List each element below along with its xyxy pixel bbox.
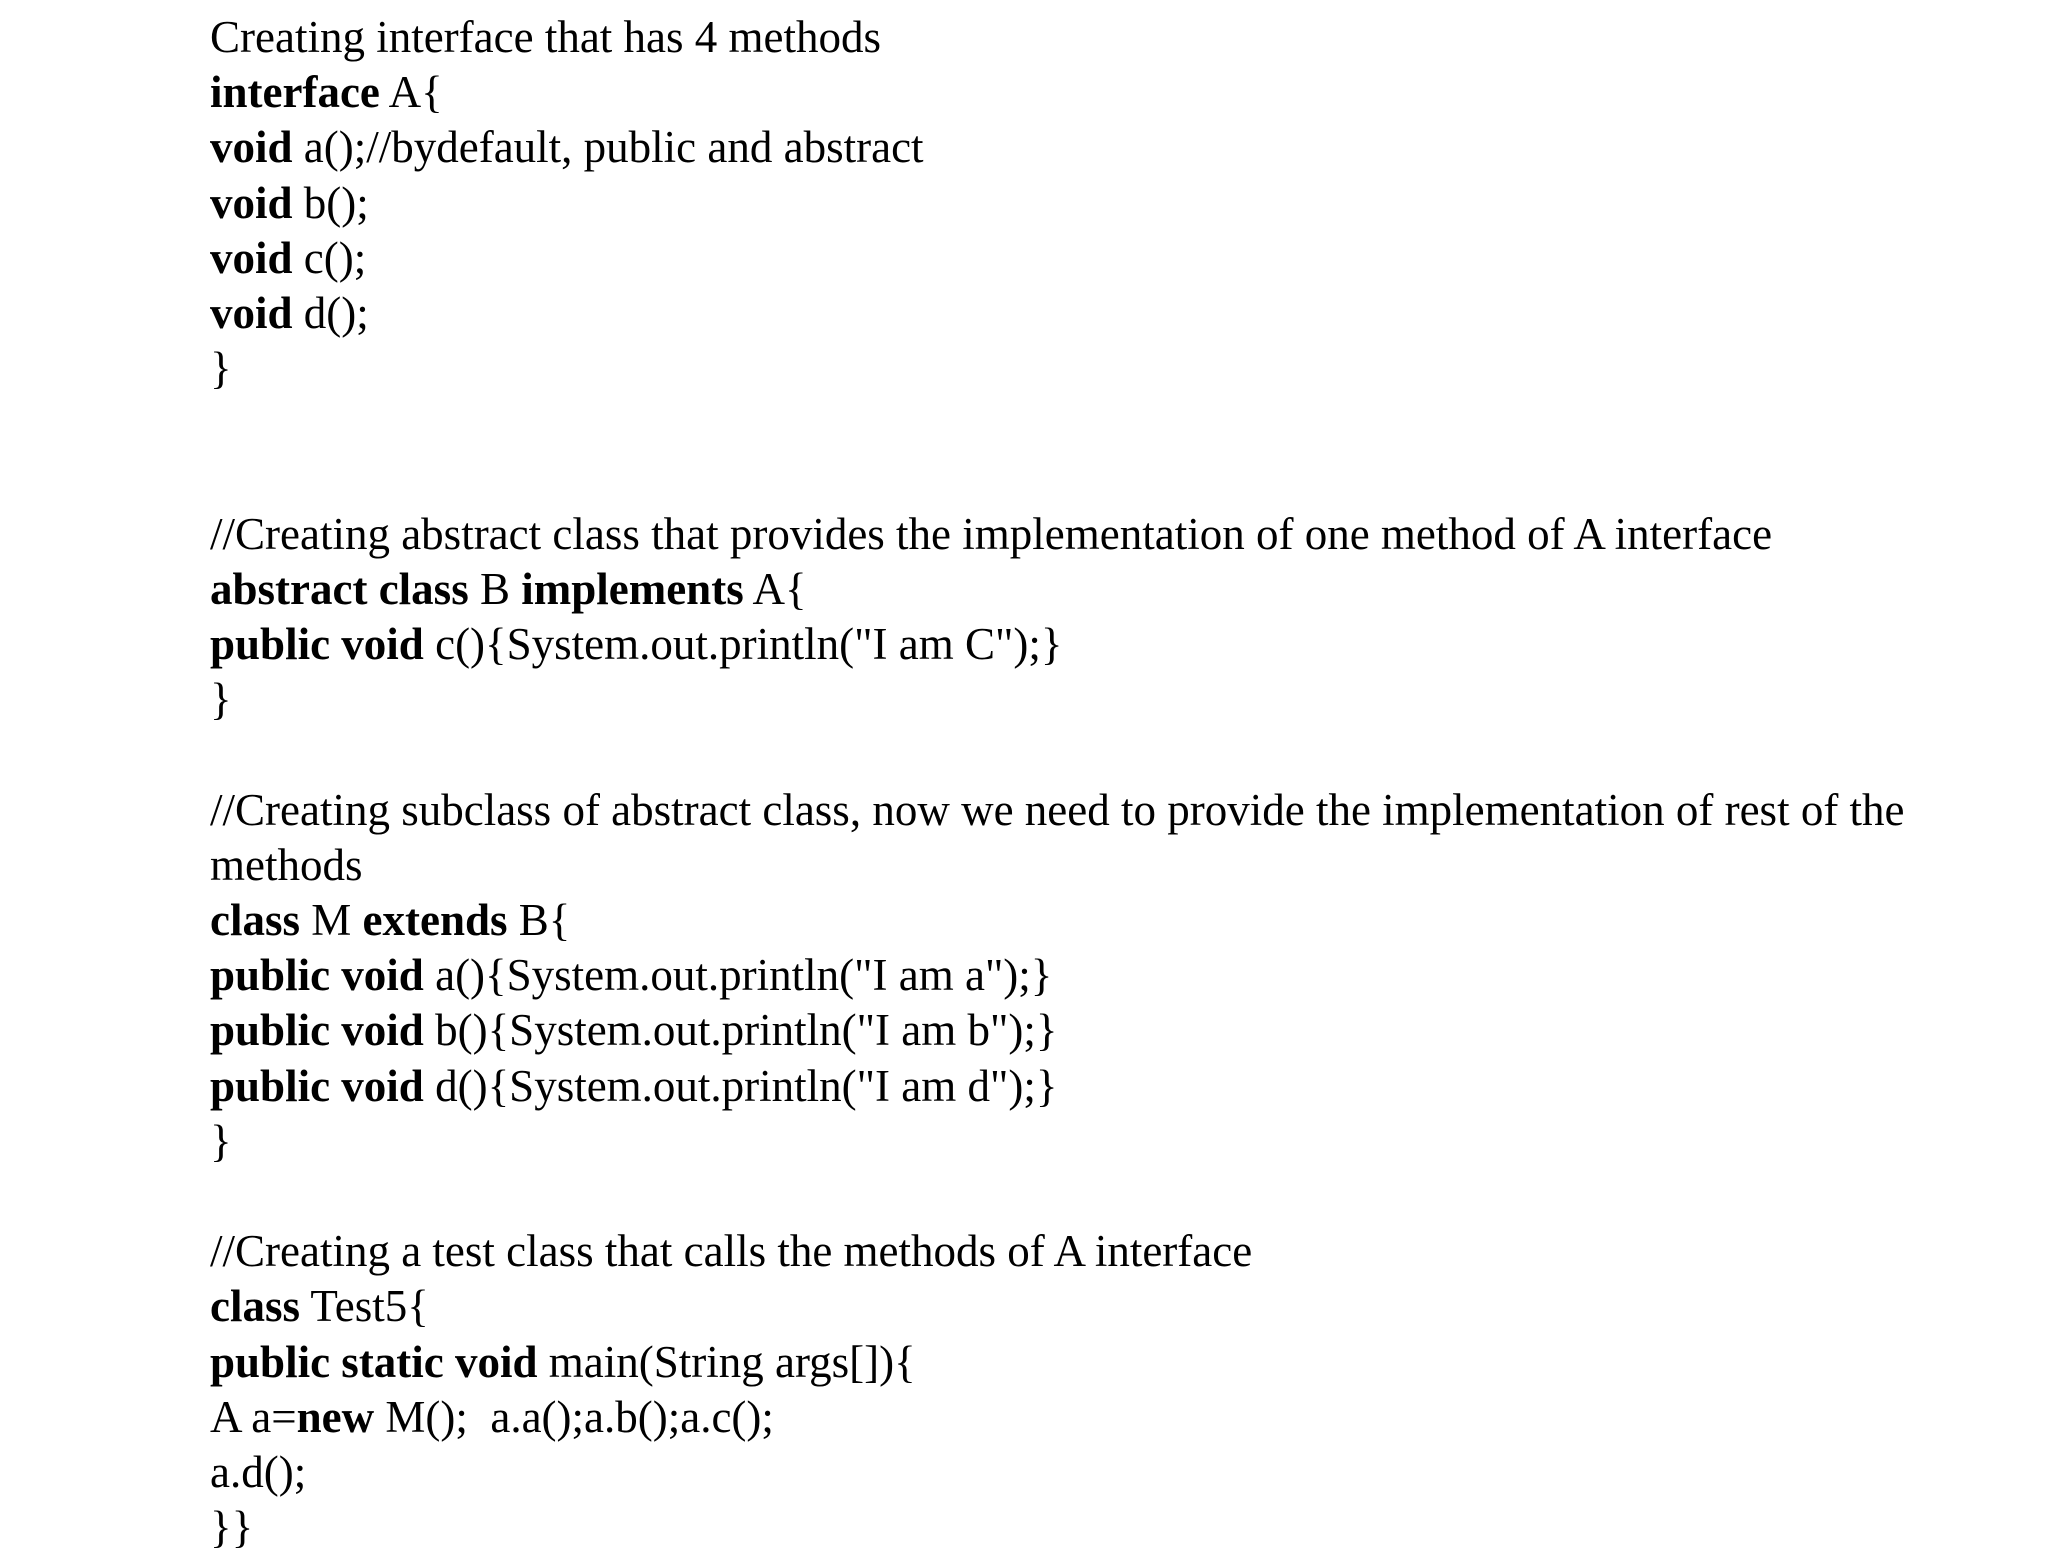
keyword: public void (210, 950, 424, 1001)
keyword: void (210, 177, 293, 228)
abstract-class-close-brace: } (210, 674, 232, 725)
keyword: class (210, 1281, 300, 1332)
heading-line: Creating interface that has 4 methods (210, 12, 882, 62)
code-text: Test5{ (300, 1281, 429, 1332)
keyword: public void (210, 619, 424, 670)
code-text: A a= (210, 1391, 297, 1442)
interface-declaration (210, 65, 2010, 120)
test-class-close-brace: }} (210, 1502, 254, 1553)
abstract-class-declaration (210, 562, 2010, 617)
interface-method-d (210, 286, 2010, 341)
keyword: extends (362, 895, 508, 945)
keyword: abstract class (210, 563, 469, 614)
keyword: void (210, 287, 293, 338)
spacer (210, 1169, 2010, 1224)
code-text: B (468, 563, 522, 614)
keyword: interface (210, 67, 380, 118)
code-text: c(); (292, 232, 367, 283)
abstract-class-comment: //Creating abstract class that provides the implementation of one method of A interface (210, 508, 1773, 559)
test-class-declaration (210, 1279, 2010, 1334)
document-body (210, 10, 2010, 1555)
subclass-comment-line-2: methods (210, 839, 363, 890)
subclass-close-brace: } (210, 1115, 232, 1166)
subclass-comment-line-1: //Creating subclass of abstract class, now we need to provide the implementation of rest of the (210, 784, 1905, 835)
code-text: a();//bydefault, public and abstract (292, 122, 924, 173)
subclass-declaration (210, 893, 2010, 948)
keyword: public void (210, 1060, 424, 1111)
code-text: d(){System.out.println("I am d");} (423, 1060, 1058, 1111)
code-text: A{ (379, 67, 443, 118)
main-method-declaration (210, 1335, 2010, 1390)
code-text: c(){System.out.println("I am C");} (423, 619, 1063, 670)
code-text: a(){System.out.println("I am a");} (423, 950, 1053, 1001)
subclass-method-b (210, 1003, 2010, 1058)
main-statement-2: a.d(); (210, 1446, 307, 1497)
spacer (210, 396, 2010, 451)
keyword: class (210, 895, 300, 945)
code-text: B{ (507, 895, 571, 945)
keyword: new (296, 1391, 375, 1442)
interface-close-brace: } (210, 343, 232, 394)
keyword: public static void (210, 1336, 538, 1387)
interface-method-c (210, 231, 2010, 286)
test-class-comment: //Creating a test class that calls the methods of A interface (210, 1226, 1253, 1277)
abstract-class-method-c (210, 617, 2010, 672)
code-text: d(); (292, 287, 369, 338)
keyword: void (210, 122, 293, 173)
code-text: A{ (743, 563, 807, 614)
interface-method-b (210, 176, 2010, 231)
code-text: M(); a.a();a.b();a.c(); (374, 1391, 774, 1442)
interface-method-a (210, 120, 2010, 175)
code-text: b(); (292, 177, 369, 228)
spacer (210, 727, 2010, 782)
spacer (210, 452, 2010, 507)
code-text: M (300, 895, 363, 945)
code-text: main(String args[]){ (537, 1336, 916, 1387)
keyword: public void (210, 1005, 424, 1056)
code-text: b(){System.out.println("I am b");} (423, 1005, 1058, 1056)
keyword: void (210, 232, 293, 283)
keyword: implements (521, 563, 744, 614)
subclass-method-d (210, 1059, 2010, 1114)
subclass-method-a (210, 948, 2010, 1003)
main-statement-1 (210, 1390, 2010, 1445)
